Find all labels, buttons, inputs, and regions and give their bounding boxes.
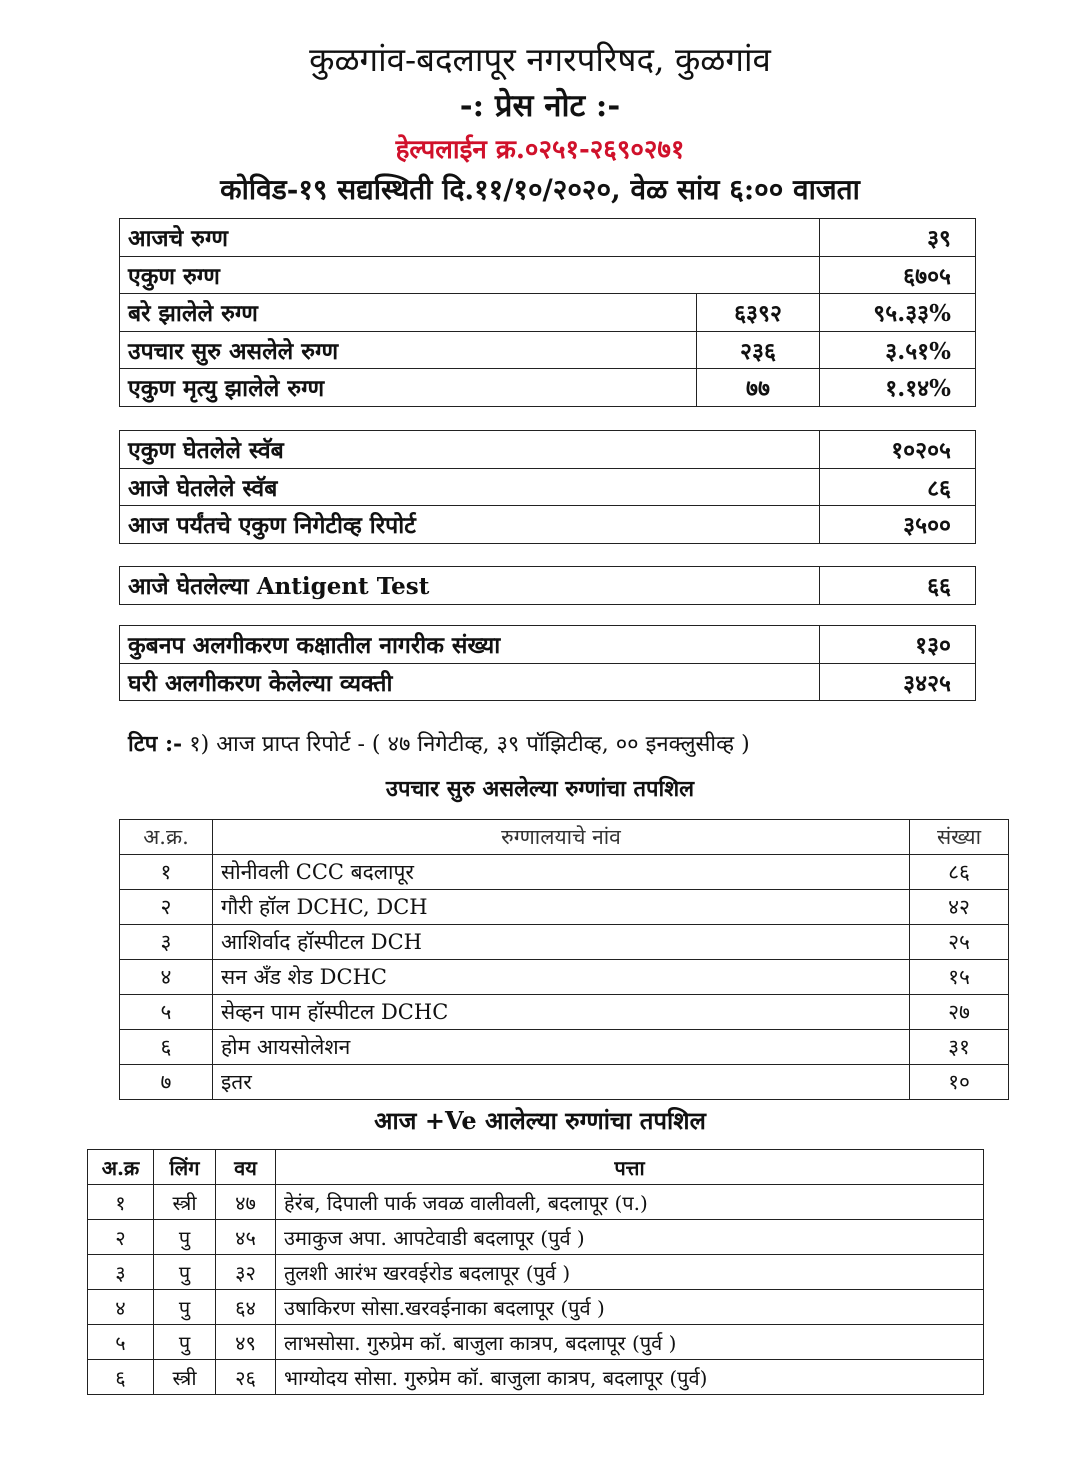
org-title: कुळगांव-बदलापूर नगरपरिषद, कुळगांव xyxy=(309,40,771,79)
table-row xyxy=(88,1325,984,1360)
tip-text: १) आज प्राप्त रिपोर्ट - ( ४७ निगेटीव्ह, ३९ पॉझिटीव्ह, ०० इनक्लुसीव्ह ) xyxy=(182,732,750,757)
row-hospital: सेव्हन पाम हॉस्पीटल DCHC xyxy=(213,995,910,1030)
row-label: उपचार सुरु असलेले रुग्ण xyxy=(120,331,697,369)
row-age: ४९ xyxy=(216,1325,276,1360)
row-serial: ५ xyxy=(88,1325,154,1360)
row-hospital: इतर xyxy=(213,1065,910,1100)
table-row xyxy=(120,506,976,544)
table-row xyxy=(120,626,976,664)
row-age: ४५ xyxy=(216,1220,276,1255)
swab-table xyxy=(119,430,976,544)
row-serial: ४ xyxy=(88,1290,154,1325)
table-row xyxy=(88,1290,984,1325)
table-row xyxy=(88,1220,984,1255)
table-row xyxy=(120,331,976,369)
row-count: ४२ xyxy=(910,890,1009,925)
table-row xyxy=(88,1185,984,1220)
row-count: २७ xyxy=(910,995,1009,1030)
row-label: एकुण मृत्यु झालेले रुग्ण xyxy=(120,369,697,407)
row-gender: पु xyxy=(154,1220,216,1255)
tip-prefix: टिप :- xyxy=(128,731,183,757)
row-value: ६६ xyxy=(820,567,976,605)
row-label: कुबनप अलगीकरण कक्षातील नागरीक संख्या xyxy=(120,626,820,664)
row-address: भाग्योदय सोसा. गुरुप्रेम कॉ. बाजुला कात्रप, बदलापूर (पुर्व) xyxy=(276,1360,984,1395)
table-row xyxy=(120,431,976,469)
row-age: ३२ xyxy=(216,1255,276,1290)
tip-note xyxy=(128,728,750,758)
antigen-table xyxy=(119,566,976,605)
hospital-table xyxy=(119,819,1009,1100)
helpline-number: हेल्पलाईन क्र.०२५१-२६९०२७१ xyxy=(395,135,685,165)
row-label: घरी अलगीकरण केलेल्या व्यक्ती xyxy=(120,663,820,701)
quarantine-table xyxy=(119,625,976,701)
row-age: २६ xyxy=(216,1360,276,1395)
column-header: संख्या xyxy=(910,820,1009,855)
row-percent: ९५.३३% xyxy=(820,294,976,332)
row-serial: ५ xyxy=(120,995,213,1030)
row-hospital: होम आयसोलेशन xyxy=(213,1030,910,1065)
summary-table xyxy=(119,218,976,407)
row-serial: ६ xyxy=(120,1030,213,1065)
positive-patients-table xyxy=(87,1149,984,1395)
row-label: एकुण रुग्ण xyxy=(120,256,820,294)
column-header: रुग्णालयाचे नांव xyxy=(213,820,910,855)
row-address: तुलशी आरंभ खरवईरोड बदलापूर (पुर्व ) xyxy=(276,1255,984,1290)
row-value: ६७०५ xyxy=(820,256,976,294)
row-value: ३९ xyxy=(820,219,976,257)
press-note-heading: -: प्रेस नोट :- xyxy=(459,88,621,124)
row-value: ३५०० xyxy=(820,506,976,544)
row-serial: २ xyxy=(88,1220,154,1255)
table-row xyxy=(88,1360,984,1395)
row-age: ४७ xyxy=(216,1185,276,1220)
row-address: उषाकिरण सोसा.खरवईनाका बदलापूर (पुर्व ) xyxy=(276,1290,984,1325)
row-label: बरे झालेले रुग्ण xyxy=(120,294,697,332)
row-label: आजे घेतलेल्या Antigent Test xyxy=(120,567,820,605)
row-gender: पु xyxy=(154,1255,216,1290)
table-row xyxy=(120,1030,1009,1065)
row-age: ६४ xyxy=(216,1290,276,1325)
hospital-table-title: उपचार सुरु असलेल्या रुग्णांचा तपशिल xyxy=(385,776,695,802)
table-row xyxy=(120,219,976,257)
positive-table-title: आज +Ve आलेल्या रुग्णांचा तपशिल xyxy=(374,1106,706,1135)
table-header-row xyxy=(120,820,1009,855)
row-hospital: आशिर्वाद हॉस्पीटल DCH xyxy=(213,925,910,960)
row-value: ८६ xyxy=(820,468,976,506)
row-count: ८६ xyxy=(910,855,1009,890)
table-header-row xyxy=(88,1150,984,1185)
table-row xyxy=(120,995,1009,1030)
row-hospital: सन अँड शेड DCHC xyxy=(213,960,910,995)
row-count: २३६ xyxy=(697,331,820,369)
row-serial: १ xyxy=(88,1185,154,1220)
row-hospital: सोनीवली CCC बदलापूर xyxy=(213,855,910,890)
row-serial: ६ xyxy=(88,1360,154,1395)
column-header: अ.क्र xyxy=(88,1150,154,1185)
table-row xyxy=(120,855,1009,890)
table-row xyxy=(120,1065,1009,1100)
row-percent: १.१४% xyxy=(820,369,976,407)
column-header: अ.क्र. xyxy=(120,820,213,855)
row-value: १३० xyxy=(820,626,976,664)
table-row xyxy=(120,256,976,294)
row-value: ३४२५ xyxy=(820,663,976,701)
row-address: उमाकुज अपा. आपटेवाडी बदलापूर (पुर्व ) xyxy=(276,1220,984,1255)
row-count: २५ xyxy=(910,925,1009,960)
row-count: १५ xyxy=(910,960,1009,995)
row-value: १०२०५ xyxy=(820,431,976,469)
row-address: लाभसोसा. गुरुप्रेम कॉ. बाजुला कात्रप, बदलापूर (पुर्व ) xyxy=(276,1325,984,1360)
row-gender: स्त्री xyxy=(154,1360,216,1395)
row-serial: ७ xyxy=(120,1065,213,1100)
row-serial: ३ xyxy=(120,925,213,960)
row-serial: २ xyxy=(120,890,213,925)
row-percent: ३.५१% xyxy=(820,331,976,369)
table-row xyxy=(120,369,976,407)
table-row xyxy=(120,663,976,701)
table-row xyxy=(120,468,976,506)
row-count: ७७ xyxy=(697,369,820,407)
row-count: ६३९२ xyxy=(697,294,820,332)
row-label: आज पर्यंतचे एकुण निगेटीव्ह रिपोर्ट xyxy=(120,506,820,544)
row-gender: पु xyxy=(154,1325,216,1360)
row-address: हेरंब, दिपाली पार्क जवळ वालीवली, बदलापूर (प.) xyxy=(276,1185,984,1220)
table-row xyxy=(120,294,976,332)
column-header: लिंग xyxy=(154,1150,216,1185)
table-row xyxy=(120,890,1009,925)
table-row xyxy=(120,925,1009,960)
row-serial: ४ xyxy=(120,960,213,995)
row-label: आजचे रुग्ण xyxy=(120,219,820,257)
table-row xyxy=(88,1255,984,1290)
row-serial: ३ xyxy=(88,1255,154,1290)
row-hospital: गौरी हॉल DCHC, DCH xyxy=(213,890,910,925)
row-count: ३१ xyxy=(910,1030,1009,1065)
row-serial: १ xyxy=(120,855,213,890)
column-header: वय xyxy=(216,1150,276,1185)
column-header: पत्ता xyxy=(276,1150,984,1185)
table-row xyxy=(120,960,1009,995)
row-gender: पु xyxy=(154,1290,216,1325)
row-label: एकुण घेतलेले स्वॅब xyxy=(120,431,820,469)
row-gender: स्त्री xyxy=(154,1185,216,1220)
row-label: आजे घेतलेले स्वॅब xyxy=(120,468,820,506)
table-row xyxy=(120,567,976,605)
status-line: कोविड-१९ सद्यस्थिती दि.११/१०/२०२०, वेळ सांय ६:०० वाजता xyxy=(220,173,860,206)
row-count: १० xyxy=(910,1065,1009,1100)
